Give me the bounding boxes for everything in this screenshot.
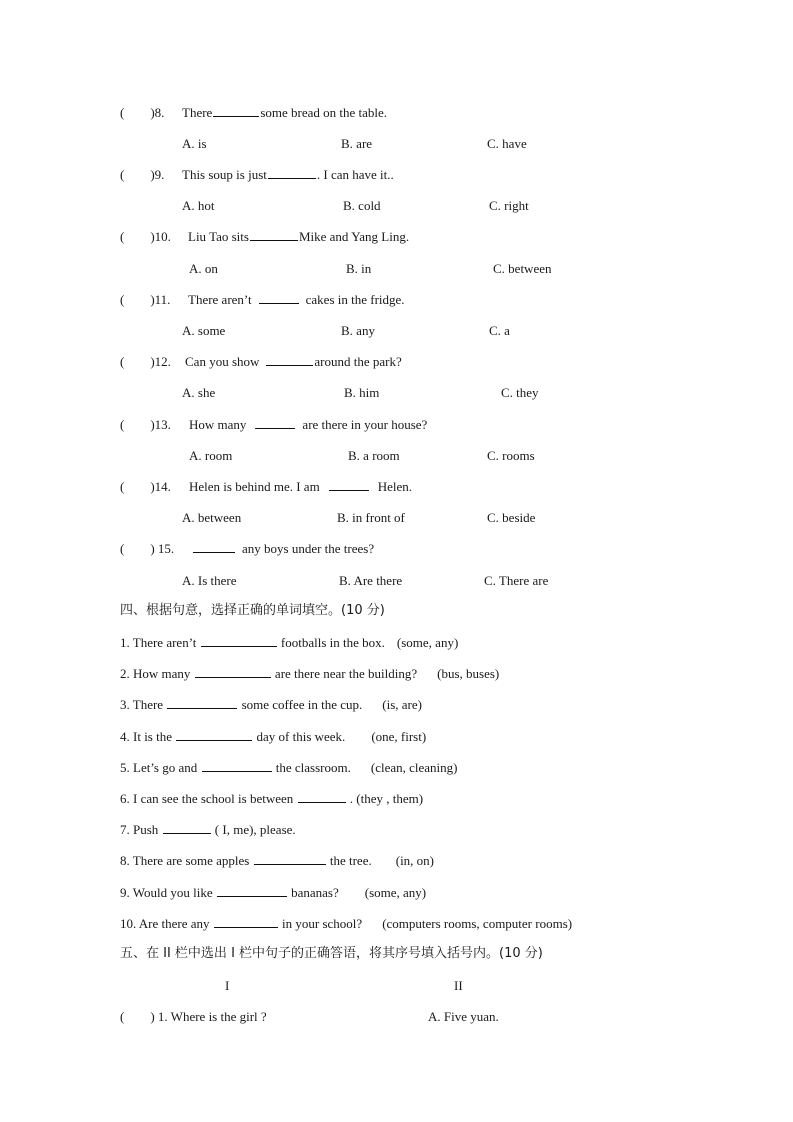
- answer-blank[interactable]: [255, 417, 295, 429]
- stem-text: cakes in the fridge.: [305, 292, 405, 307]
- stem-text: any boys under the trees?: [242, 541, 375, 556]
- question-13-paren: ( )13.: [120, 417, 171, 432]
- answer-blank[interactable]: [167, 697, 237, 709]
- fill-item-10: [120, 916, 572, 932]
- stem-text: Can you show: [185, 354, 260, 369]
- item-text: footballs in the box.: [277, 635, 385, 650]
- option-c: C. a: [489, 323, 510, 338]
- stem-text: are there in your house?: [302, 417, 428, 432]
- fill-item-5: [120, 760, 457, 776]
- option-a: A. she: [182, 385, 216, 400]
- stem-text: Liu Tao sits: [188, 229, 249, 244]
- option-b: B. any: [341, 323, 375, 338]
- option-b: B. him: [344, 385, 380, 400]
- word-choice: (is, are): [382, 697, 422, 712]
- item-text: some coffee in the cup.: [238, 697, 363, 712]
- option-c: C. right: [489, 198, 529, 213]
- column-i-header: I: [225, 978, 230, 993]
- question-8-stem: [182, 105, 387, 121]
- option-a: A. some: [182, 323, 226, 338]
- word-choice: (in, on): [395, 853, 435, 868]
- question-14-stem: [189, 479, 412, 495]
- option-c: C. rooms: [487, 448, 535, 463]
- answer-blank[interactable]: [163, 822, 211, 834]
- option-a: A. hot: [182, 198, 215, 213]
- stem-text: some bread on the table.: [260, 105, 388, 120]
- item-text: 9. Would you like: [120, 885, 216, 900]
- fill-item-3: [120, 697, 422, 713]
- stem-text: Helen is behind me. I am: [189, 479, 320, 494]
- question-9-stem: [182, 167, 394, 183]
- answer-blank[interactable]: [201, 635, 277, 647]
- answer-blank[interactable]: [329, 479, 369, 491]
- fill-item-8: [120, 853, 434, 869]
- answer-blank[interactable]: [250, 229, 298, 241]
- fill-item-9: [120, 885, 426, 901]
- option-b: B. in: [346, 261, 372, 276]
- stem-text: This soup is just: [182, 167, 267, 182]
- option-c: C. they: [501, 385, 539, 400]
- answer-blank[interactable]: [195, 666, 271, 678]
- word-choice: (computers rooms, computer rooms): [382, 916, 573, 931]
- item-text: 2. How many: [120, 666, 194, 681]
- answer-blank[interactable]: [259, 292, 299, 304]
- option-c: C. between: [493, 261, 552, 276]
- option-a: A. between: [182, 510, 242, 525]
- stem-text: There: [182, 105, 213, 120]
- stem-text: How many: [189, 417, 247, 432]
- match-answer-a: A. Five yuan.: [428, 1009, 499, 1024]
- question-8-paren: ( )8.: [120, 105, 165, 120]
- item-text: 6. I can see the school is between: [120, 791, 297, 806]
- word-choice: (some, any): [396, 635, 459, 650]
- option-a: A. is: [182, 136, 207, 151]
- column-ii-header: II: [454, 978, 463, 993]
- option-b: B. a room: [348, 448, 400, 463]
- question-12-paren: ( )12.: [120, 354, 171, 369]
- answer-blank[interactable]: [217, 885, 287, 897]
- word-choice: (one, first): [371, 729, 427, 744]
- option-b: B. in front of: [337, 510, 405, 525]
- item-text: 5. Let’s go and: [120, 760, 201, 775]
- question-14-paren: ( )14.: [120, 479, 171, 494]
- item-text: ( I, me), please.: [211, 822, 296, 837]
- fill-item-1: [120, 635, 458, 651]
- question-10-paren: ( )10.: [120, 229, 171, 244]
- fill-item-2: [120, 666, 499, 682]
- question-15-stem: [192, 541, 374, 557]
- answer-blank[interactable]: [213, 105, 259, 117]
- option-a: A. on: [189, 261, 218, 276]
- item-text: 8. There are some apples: [120, 853, 253, 868]
- item-text: are there near the building?: [271, 666, 418, 681]
- question-13-stem: [189, 417, 427, 433]
- question-11-paren: ( )11.: [120, 292, 171, 307]
- section-5-heading: 五、在 II 栏中选出 I 栏中句子的正确答语，将其序号填入括号内。(10 分): [120, 946, 543, 961]
- stem-text: There aren’t: [188, 292, 252, 307]
- item-text: bananas?: [287, 885, 339, 900]
- answer-blank[interactable]: [268, 167, 316, 179]
- question-9-paren: ( )9.: [120, 167, 165, 182]
- fill-item-4: [120, 729, 426, 745]
- section-4-heading: 四、根据句意，选择正确的单词填空。(10 分): [120, 603, 385, 618]
- option-c: C. There are: [484, 573, 549, 588]
- option-a: A. room: [189, 448, 233, 463]
- answer-blank[interactable]: [254, 853, 326, 865]
- answer-blank[interactable]: [266, 354, 313, 366]
- option-b: B. cold: [343, 198, 381, 213]
- match-question-1: ( ) 1. Where is the girl ?: [120, 1009, 267, 1024]
- word-choice: (some, any): [364, 885, 427, 900]
- option-c: C. beside: [487, 510, 536, 525]
- item-text: in your school?: [278, 916, 363, 931]
- answer-blank[interactable]: [193, 541, 235, 553]
- answer-blank[interactable]: [214, 916, 278, 928]
- fill-item-7: [120, 822, 296, 838]
- item-text: 3. There: [120, 697, 167, 712]
- item-text: the tree.: [326, 853, 372, 868]
- stem-text: . I can have it..: [316, 167, 394, 182]
- question-15-paren: ( ) 15.: [120, 541, 175, 556]
- question-10-stem: [188, 229, 409, 245]
- item-text: 7. Push: [120, 822, 162, 837]
- option-c: C. have: [487, 136, 527, 151]
- item-text: 10. Are there any: [120, 916, 213, 931]
- answer-blank[interactable]: [298, 791, 346, 803]
- stem-text: Helen.: [377, 479, 412, 494]
- word-choice: (bus, buses): [437, 666, 500, 681]
- answer-blank[interactable]: [176, 729, 252, 741]
- item-text: 4. It is the: [120, 729, 176, 744]
- item-text: the classroom.: [272, 760, 351, 775]
- option-b: B. Are there: [339, 573, 403, 588]
- item-text: 1. There aren’t: [120, 635, 200, 650]
- question-11-stem: [188, 292, 405, 308]
- stem-text: around the park?: [314, 354, 402, 369]
- option-a: A. Is there: [182, 573, 237, 588]
- fill-item-6: [120, 791, 423, 807]
- stem-text: Mike and Yang Ling.: [298, 229, 410, 244]
- question-12-stem: [185, 354, 402, 370]
- word-choice: (clean, cleaning): [370, 760, 458, 775]
- option-b: B. are: [341, 136, 373, 151]
- item-text: day of this week.: [253, 729, 346, 744]
- item-text: . (they , them): [346, 791, 424, 806]
- answer-blank[interactable]: [202, 760, 272, 772]
